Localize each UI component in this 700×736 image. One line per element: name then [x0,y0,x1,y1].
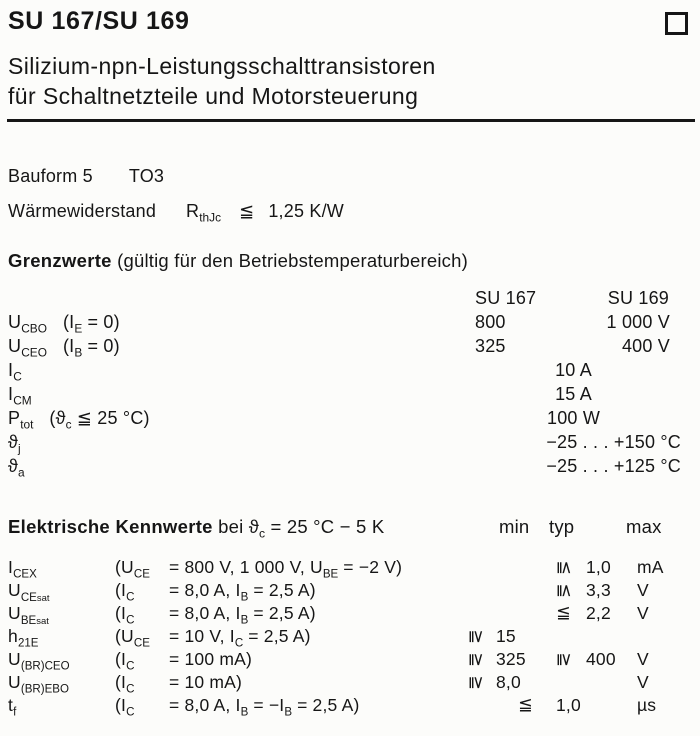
limit-row-ic [0,360,700,384]
limits-heading [0,248,700,273]
parameter-symbol: $I_{CEX}$ [8,557,37,581]
unit: mA [637,557,664,577]
parameter-symbol: $U_{CBO}$ [8,312,47,336]
parameter-symbol: $U_{BEsat}$ [8,603,49,627]
thermal-relation: ≦ [239,201,255,221]
parameter-condition: $(I_E = 0)$ [62,312,120,336]
parameter-symbol: $U_{CEO}$ [8,336,47,360]
max-value: 400 [586,649,616,669]
parameter-symbol: $h_{21E}$ [8,626,39,650]
thermal-value: 1,25 K/W [268,201,344,221]
unit: V [637,672,649,692]
typ-value: 1,0 [556,695,581,715]
limits-heading-bold: Grenzwerte [8,250,112,271]
thermal-symbol: $R_{thJc}$ [186,201,222,225]
thermal-resistance-line [0,199,700,223]
condition-rest: = 10 mA) [169,672,243,692]
value-su167: 325 [475,336,506,356]
subtitle [0,51,700,111]
limits-table [0,312,700,480]
max-relation: ≦ [555,560,576,576]
limits-heading-note: (gültig für den Betriebstemperaturbereich) [117,250,468,271]
min-value: 15 [496,626,516,646]
characteristics-heading-note: bei $ϑ_c = 25$ °C − 5 K [218,516,385,541]
bauform-line [0,164,700,188]
condition-open: ($I_C$ [115,672,135,696]
min-relation: ≧ [467,629,488,645]
min-value: 8,0 [496,672,521,692]
condition-rest: = 8,0 A, $I_B = -I_B = 2,5$ A) [169,695,360,719]
parameter-symbol: $P_{tot}$ [8,408,34,432]
min-value: 325 [496,649,526,669]
max-relation: ≧ [555,652,576,668]
parameter-symbol: $ϑ_a$ [8,456,25,480]
max-relation: ≦ [555,583,576,599]
column-typ: typ [549,516,575,537]
page-title: SU 167/SU 169 [8,7,190,35]
package-name: TO3 [128,166,165,186]
value-su169: 1 000 V [606,312,670,332]
column-min: min [499,516,530,537]
parameter-symbol: $ϑ_j$ [8,432,21,456]
condition-open: ($I_C$ [115,649,135,673]
condition-rest: = 100 mA) [169,649,253,669]
char-row-ubrebo [0,672,700,695]
corner-square-icon [665,12,688,35]
value-range: −25 . . . +150 °C [546,432,681,452]
condition-rest: = 8,0 A, $I_B = 2,5$ A) [169,603,316,627]
limit-row-ucbo [0,312,700,336]
char-row-tf [0,695,700,718]
value-common: 100 W [546,408,601,428]
unit: µs [637,695,657,715]
subtitle-line-1: Silizium-npn-Leistungsschalttransistoren [8,53,436,79]
char-row-icex [0,557,700,580]
min-relation: ≧ [467,675,488,691]
max-value: 3,3 [586,580,611,600]
value-su167: 800 [475,312,506,332]
limits-column-header [0,288,700,312]
char-row-ubrceo [0,649,700,672]
parameter-symbol: $t_f$ [8,695,17,719]
char-row-h21e [0,626,700,649]
limit-row-icm [0,384,700,408]
column-su169: SU 169 [607,288,669,308]
condition-open: ($I_C$ [115,603,135,627]
min-relation: ≧ [467,652,488,668]
condition-open: ($U_{CE}$ [115,557,150,581]
condition-open: ($U_{CE}$ [115,626,150,650]
characteristics-heading [0,513,700,540]
limit-row-uceo [0,336,700,360]
value-range: −25 . . . +125 °C [546,456,681,476]
value-su169: 400 V [621,336,670,356]
subtitle-line-2: für Schaltnetzteile und Motorsteuerung [8,83,419,109]
parameter-condition: $(I_B = 0)$ [62,336,120,360]
condition-rest: = 800 V, 1 000 V, $U_{BE} = -2$ V) [169,557,403,581]
value-common: 10 A [555,360,592,380]
unit: V [637,603,649,623]
parameter-symbol: $U_{(BR)EBO}$ [8,672,69,696]
max-relation: ≦ [556,602,571,622]
parameter-condition: ($ϑ_c$ ≦ 25 °C) [49,408,150,432]
column-su167: SU 167 [475,288,537,308]
unit: V [637,649,649,669]
header-divider [7,119,695,122]
parameter-symbol: $I_C$ [8,360,22,384]
unit: V [637,580,649,600]
typ-relation: ≦ [518,694,533,714]
parameter-symbol: $U_{(BR)CEO}$ [8,649,70,673]
characteristics-table [0,557,700,718]
condition-rest: = 8,0 A, $I_B = 2,5$ A) [169,580,316,604]
column-max: max [626,516,662,537]
characteristics-heading-bold: Elektrische Kennwerte [8,516,213,537]
condition-open: ($I_C$ [115,695,135,719]
condition-rest: = 10 V, $I_C = 2,5$ A) [169,626,311,650]
bauform-label: Bauform 5 [8,166,93,186]
condition-open: ($I_C$ [115,580,135,604]
max-value: 1,0 [586,557,611,577]
thermal-label: Wärmewiderstand [8,201,157,221]
header [0,0,700,35]
limit-row-theta-j [0,432,700,456]
char-row-ucesat [0,580,700,603]
parameter-symbol: $I_{CM}$ [8,384,32,408]
value-common: 15 A [555,384,592,404]
parameter-symbol: $U_{CEsat}$ [8,580,50,604]
limit-row-ptot [0,408,700,432]
limit-row-theta-a [0,456,700,480]
max-value: 2,2 [586,603,611,623]
char-row-ubesat [0,603,700,626]
